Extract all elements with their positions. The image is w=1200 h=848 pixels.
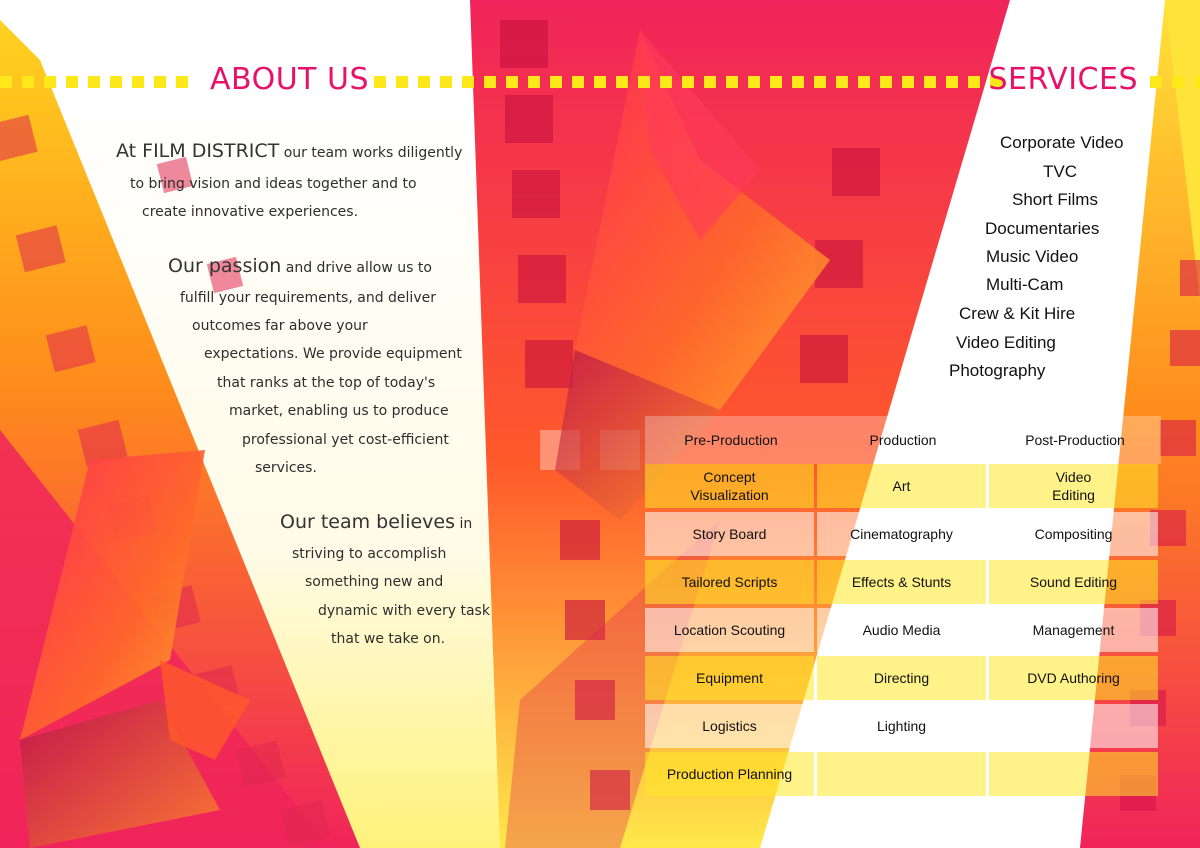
about-paragraph-3-line-2: striving to accomplish	[292, 546, 447, 562]
table-cell: Video Editing	[989, 464, 1158, 508]
about-paragraph-1-line-3: create innovative experiences.	[142, 204, 359, 220]
services-table	[645, 416, 1161, 800]
table-cell: Tailored Scripts	[645, 560, 814, 604]
service-item: Documentaries	[985, 219, 1100, 238]
table-cell: Art	[817, 464, 986, 508]
table-cell: Directing	[817, 656, 986, 700]
about-paragraph-3-line-1	[280, 513, 472, 533]
table-cell: Production Planning	[645, 752, 814, 796]
about-paragraph-3-line-5: that we take on.	[331, 631, 446, 647]
about-paragraph-3-line-3: something new and	[305, 574, 444, 590]
about-paragraph-2-line-2: fulfill your requirements, and deliver	[180, 290, 436, 306]
service-item: Music Video	[986, 247, 1079, 266]
column-header-pre-production: Pre-Production	[645, 416, 817, 464]
table-cell: Story Board	[645, 512, 814, 556]
column-header-production: Production	[817, 416, 989, 464]
table-cell: Management	[989, 608, 1158, 652]
column-header-post-production: Post-Production	[989, 416, 1161, 464]
about-p1-text: our team works diligently	[279, 145, 463, 161]
about-paragraph-2-line-3: outcomes far above your	[192, 318, 368, 334]
about-paragraph-2-line-8: services.	[255, 460, 317, 476]
table-cell: Sound Editing	[989, 560, 1158, 604]
table-cell	[817, 752, 986, 796]
about-us-heading: ABOUT US	[210, 62, 370, 97]
about-paragraph-1-line-1	[116, 142, 462, 162]
table-cell: Effects & Stunts	[817, 560, 986, 604]
about-paragraph-2-line-6: market, enabling us to produce	[229, 403, 449, 419]
about-paragraph-2-line-7: professional yet cost-efficient	[242, 432, 449, 448]
about-paragraph-2-line-4: expectations. We provide equipment	[204, 346, 462, 362]
about-paragraph-1-line-2: to bring vision and ideas together and to	[130, 176, 417, 192]
about-p2-lead: Our passion	[168, 255, 282, 277]
table-cell: Equipment	[645, 656, 814, 700]
about-p3-text: in	[455, 516, 473, 532]
table-cell: Lighting	[817, 704, 986, 748]
table-cell: Location Scouting	[645, 608, 814, 652]
service-item: Photography	[949, 361, 1046, 380]
table-cell: Audio Media	[817, 608, 986, 652]
about-p1-lead: At FILM DISTRICT	[116, 140, 280, 162]
table-cell	[989, 704, 1158, 748]
table-cell: Cinematography	[817, 512, 986, 556]
service-item: Corporate Video	[1000, 133, 1124, 152]
about-paragraph-2-line-1	[168, 257, 432, 277]
service-item: Multi-Cam	[986, 275, 1064, 294]
table-cell: Logistics	[645, 704, 814, 748]
table-cell	[989, 752, 1158, 796]
table-cell: Compositing	[989, 512, 1158, 556]
about-paragraph-2-line-5: that ranks at the top of today's	[217, 375, 436, 391]
service-item: Video Editing	[956, 333, 1056, 352]
table-cell: Concept Visualization	[645, 464, 814, 508]
about-p3-lead: Our team believes	[280, 511, 456, 533]
service-item: Short Films	[1012, 190, 1098, 209]
about-p2-text: and drive allow us to	[281, 260, 432, 276]
service-item: Crew & Kit Hire	[959, 304, 1076, 323]
table-cell: DVD Authoring	[989, 656, 1158, 700]
about-paragraph-3-line-4: dynamic with every task	[318, 603, 490, 619]
services-heading: SERVICES	[988, 62, 1138, 97]
service-item: TVC	[1043, 162, 1077, 181]
